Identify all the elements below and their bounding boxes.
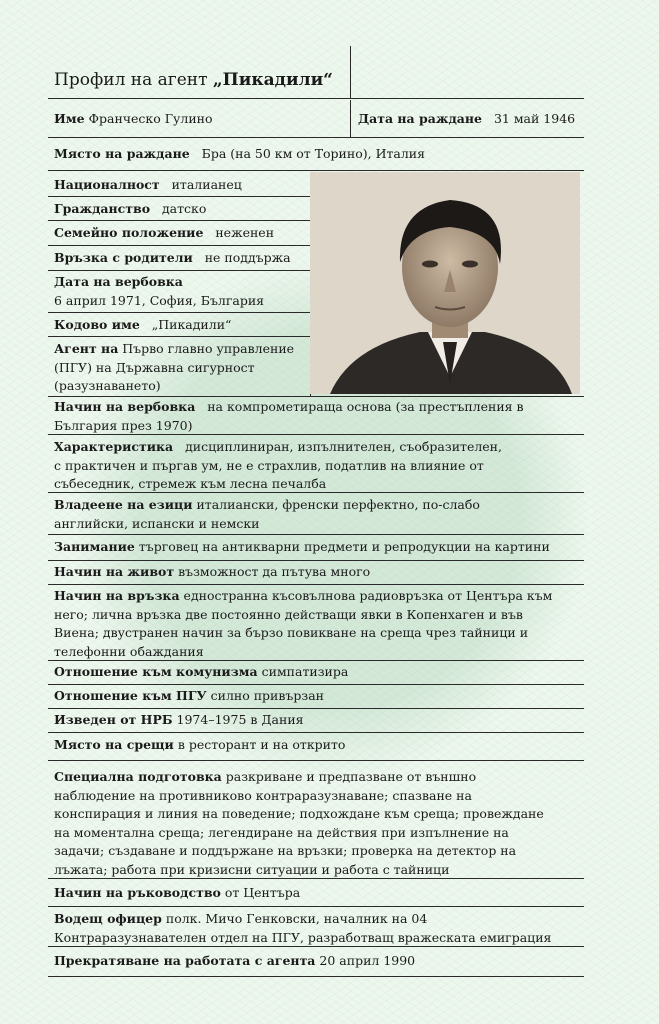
marital-field (54, 224, 274, 243)
divider (48, 760, 584, 761)
portrait-image (310, 172, 580, 394)
birth-place-field (54, 145, 425, 164)
divider (48, 396, 584, 397)
field-value: Виена; двустранен начин за бързо повикване на среща чрез тайници и (54, 625, 529, 640)
field-value: Контраразузнавателен отдел на ПГУ, разработващ вражеската емиграция (54, 929, 552, 945)
divider (48, 534, 584, 535)
field-value: дисциплиниран, изпълнителен, съобразителен, (185, 439, 502, 454)
field-label: Връзка с родители (54, 250, 193, 265)
field-value: (ПГУ) на Държавна сигурност (54, 359, 255, 375)
field-label: Отношение към ПГУ (54, 688, 207, 703)
divider (48, 245, 310, 246)
withdrawn-field (54, 711, 304, 730)
field-label: Начин на вербовка (54, 399, 196, 414)
divider (48, 560, 584, 561)
field-value: датско (161, 201, 207, 216)
field-value: италианец (171, 177, 242, 192)
field-value: 31 май 1946 (493, 111, 576, 126)
field-label: Занимание (54, 539, 135, 554)
field-value: Първо главно управление (122, 341, 295, 356)
traits-field (54, 438, 502, 494)
field-label: Име (54, 111, 85, 126)
field-value: него; лична връзка две постоянно действащи явки в Копенхаген и във (54, 606, 523, 622)
divider (48, 708, 584, 709)
termination-field (54, 952, 415, 971)
nationality-field (54, 176, 242, 195)
field-value: телефонни обаждания (54, 643, 204, 659)
divider (48, 220, 310, 221)
parents-field (54, 249, 291, 268)
occupation-field (54, 538, 550, 557)
field-value: от Центъра (224, 885, 301, 900)
codename-field (54, 316, 231, 335)
languages-field (54, 496, 480, 533)
divider (350, 46, 351, 98)
divider (48, 684, 584, 685)
field-value: симпатизира (261, 664, 349, 679)
field-label: Характеристика (54, 439, 174, 454)
field-label: Специална подготовка (54, 769, 222, 784)
divider (48, 312, 310, 313)
field-label: Дата на раждане (358, 111, 483, 126)
title-agent-name: „Пикадили“ (212, 70, 333, 90)
meeting-place-field (54, 736, 345, 755)
field-label: Гражданство (54, 201, 151, 216)
divider (48, 732, 584, 733)
field-label: Изведен от НРБ (54, 712, 173, 727)
page-title (54, 70, 333, 90)
field-label: Прекратяване на работата с агента (54, 953, 316, 968)
divider (48, 976, 584, 977)
divider (48, 137, 584, 138)
field-label: Дата на вербовка (54, 274, 183, 289)
lifestyle-field (54, 563, 370, 582)
field-value: търговец на антикварни предмети и репродукции на картини (138, 539, 550, 554)
field-value: събеседник, стремеж към лесна печалба (54, 476, 327, 491)
field-label: Водещ офицер (54, 911, 162, 926)
field-label: Кодово име (54, 317, 140, 332)
guidance-field (54, 884, 300, 903)
divider (48, 270, 310, 271)
field-label: Начин на ръководство (54, 885, 221, 900)
citizenship-field (54, 200, 206, 219)
divider (48, 170, 584, 171)
field-value: италиански, френски перфектно, по-слабо (196, 497, 480, 512)
field-label: Място на срещи (54, 737, 174, 752)
field-label: Владеене на езици (54, 497, 193, 512)
field-value: разкриване и предпазване от външно (225, 769, 477, 784)
field-label: Място на раждане (54, 146, 190, 161)
field-value: на компрометираща основа (за престъпления в (207, 399, 524, 414)
field-label: Агент на (54, 341, 119, 356)
field-label: Отношение към комунизма (54, 664, 258, 679)
name-field (54, 110, 213, 129)
title-prefix: Профил на агент (54, 70, 208, 90)
field-value: конспирация и линия на поведение; подхождане към среща; провеждане (54, 806, 544, 821)
divider (48, 98, 584, 99)
field-value: силно привързан (210, 688, 324, 703)
field-value: не поддържа (204, 250, 291, 265)
field-label: Начин на живот (54, 564, 175, 579)
field-value: на моментална среща; легендиране на действия при изпълнение на (54, 824, 509, 840)
field-value: (разузнаването) (54, 378, 161, 393)
field-value: полк. Мичо Генковски, началник на 04 (165, 911, 428, 926)
field-value: възможност да пътува много (178, 564, 371, 579)
field-value: 6 април 1971, София, България (54, 292, 265, 308)
field-value: „Пикадили“ (151, 317, 232, 332)
field-value: неженен (215, 225, 275, 240)
agent-of-field (54, 340, 294, 396)
birth-date-field (358, 110, 575, 129)
divider (48, 584, 584, 585)
field-value: едностранна късовълнова радиовръзка от Центъра към (183, 588, 553, 603)
field-value: задачи; създаване и поддържане на връзки; проверка на детектор на (54, 843, 517, 858)
communism-field (54, 663, 348, 682)
divider (350, 100, 351, 138)
field-label: Семейно положение (54, 225, 204, 240)
field-value: 1974–1975 в Дания (176, 712, 304, 727)
field-value: Бра (на 50 км от Торино), Италия (201, 146, 425, 161)
divider (48, 906, 584, 907)
divider (48, 196, 310, 197)
field-value: Франческо Гулино (88, 111, 213, 126)
training-field (54, 768, 544, 879)
recruit-method-field (54, 398, 524, 435)
field-label: Начин на връзка (54, 588, 180, 603)
agent-photo (310, 172, 580, 394)
field-value: 20 април 1990 (319, 953, 416, 968)
field-label: Националност (54, 177, 160, 192)
officer-field (54, 910, 551, 947)
field-value: в ресторант и на открито (177, 737, 346, 752)
field-value: лъжата; работа при кризисни ситуации и работа с тайници (54, 861, 450, 877)
divider (48, 336, 310, 337)
field-value: с практичен и пъргав ум, не е страхлив, податлив на влияние от (54, 457, 484, 473)
contact-field (54, 587, 552, 661)
field-value: английски, испански и немски (54, 515, 260, 531)
field-value: България през 1970) (54, 417, 193, 433)
recruit-date-field (54, 273, 264, 310)
field-value: наблюдение на противниково контраразузнаване; спазване на (54, 787, 472, 803)
pgu-attitude-field (54, 687, 324, 706)
